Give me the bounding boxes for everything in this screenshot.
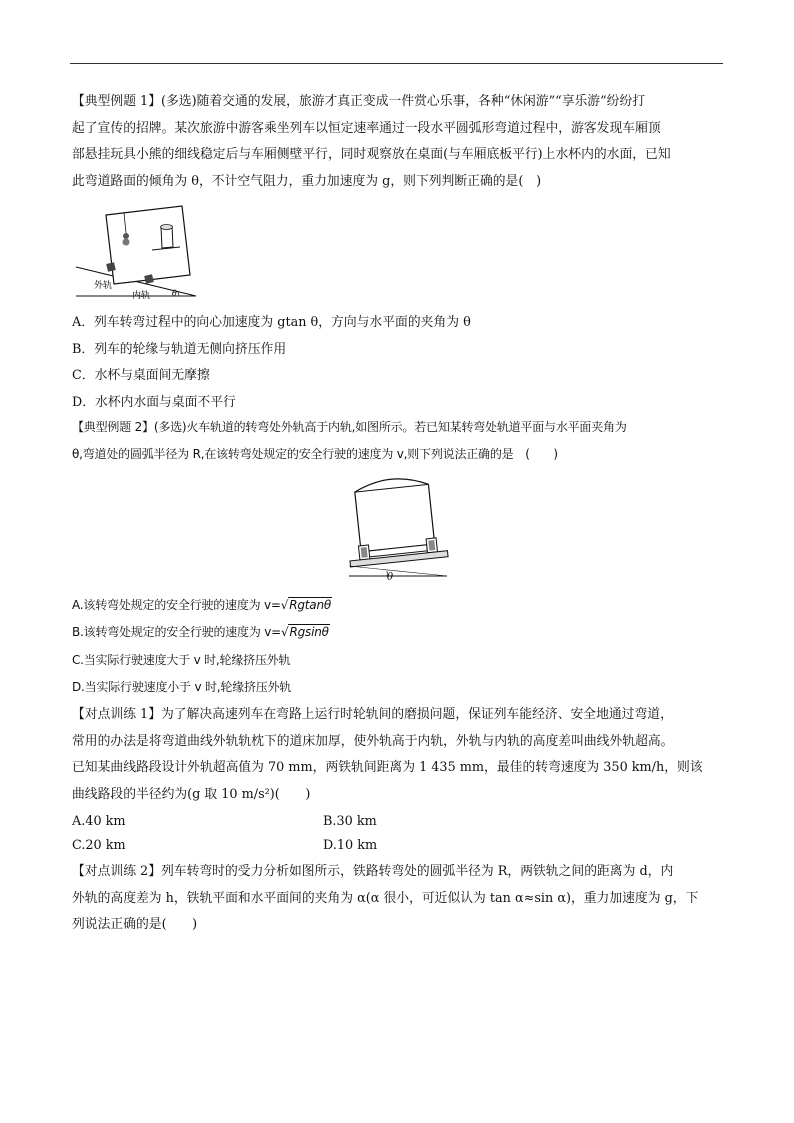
q1-line: 起了宣传的招牌。某次旅游中游客乘坐列车以恒定速率通过一段水平圆弧形弯道过程中，游客发现车厢顶 [72, 120, 661, 136]
q1-option-a: A．列车转弯过程中的向心加速度为 gtan θ，方向与水平面的夹角为 θ [72, 315, 471, 330]
q2-option-a-text: A.该转弯处规定的安全行驶的速度为 v= [72, 598, 281, 612]
q1-option-d: D．水杯内水面与桌面不平行 [72, 395, 236, 410]
t2-stem [72, 859, 724, 939]
t1-line: 常用的办法是将弯道曲线外轨轨枕下的道床加厚，使外轨高于内轨，外轨与内轨的高度差叫曲线外轨超高。 [72, 733, 674, 749]
q2-option-b-text: B.该转弯处规定的安全行驶的速度为 v= [72, 625, 282, 639]
q2-theta-label: θ [387, 572, 394, 583]
t1-stem [72, 702, 724, 808]
t1-option-b: B.30 km [323, 814, 377, 829]
header-rule [70, 63, 723, 64]
t1-option-d: D.10 km [323, 838, 378, 853]
q1-line: 【典型例题 1】(多选)随着交通的发展，旅游才真正变成一件赏心乐事，各种“休闲游”“享乐游”纷纷打 [72, 94, 646, 109]
t2-line: 【对点训练 2】列车转弯时的受力分析如图所示，铁路转弯处的圆弧半径为 R，两铁轨之间的距离为 d，内 [72, 864, 674, 879]
t1-line: 【对点训练 1】为了解决高速列车在弯路上运行时轮轨间的磨损问题，保证列车能经济、安全地通过弯道， [72, 707, 673, 722]
q1-line: 此弯道路面的倾角为 θ，不计空气阻力，重力加速度为 g，则下列判断正确的是( ) [72, 173, 542, 189]
q1-option-b: B．列车的轮缘与轨道无侧向挤压作用 [72, 342, 287, 357]
q2-line: 【典型例题 2】(多选)火车轨道的转弯处外轨高于内轨,如图所示。若已知某转弯处轨道平面与水平面夹角为 [72, 420, 627, 434]
q2-option-a [72, 596, 332, 613]
t1-line: 曲线路段的半径约为(g 取 10 m/s²)( ) [72, 786, 311, 802]
q1-option-c: C．水杯与桌面间无摩擦 [72, 368, 210, 383]
q2-option-d: D.当实际行驶速度小于 v 时,轮缘挤压外轨 [72, 680, 292, 694]
outer-rail-label: 外轨 [94, 281, 113, 291]
sqrt-icon: √ [280, 598, 289, 612]
q2-stem [72, 414, 724, 467]
t2-line: 外轨的高度差为 h，铁轨平面和水平面间的夹角为 α(α 很小，可近似认为 tan α≈sin α)，重力加速度为 g，下 [72, 890, 699, 906]
q2-train-figure [343, 470, 449, 586]
q2-line: θ,弯道处的圆弧半径为 R,在该转弯处规定的安全行驶的速度为 v,则下列说法正确的是 ( ) [72, 446, 558, 461]
theta-label: θ [172, 289, 177, 298]
q2-option-b-root: Rgsinθ [289, 625, 329, 639]
q1-stem [72, 89, 724, 195]
t1-option-c: C.20 km [72, 838, 126, 853]
q1-line: 部悬挂玩具小熊的细线稳定后与车厢侧壁平行，同时观察放在桌面(与车厢底板平行)上水杯内的水面，已知 [72, 147, 671, 162]
t1-line: 已知某曲线路段设计外轨超高值为 70 mm，两铁轨间距离为 1 435 mm，最佳的转弯速度为 350 km/h，则该 [72, 760, 703, 775]
sqrt-icon: √ [281, 625, 289, 639]
t2-line: 列说法正确的是( ) [72, 917, 198, 932]
t1-option-a: A.40 km [72, 814, 126, 829]
q2-option-c: C.当实际行驶速度大于 v 时,轮缘挤压外轨 [72, 653, 291, 667]
q2-option-a-root: Rgtanθ [289, 598, 332, 612]
inner-rail-label: 内轨 [132, 291, 151, 299]
q1-train-figure [74, 203, 200, 299]
q2-option-b [72, 623, 330, 640]
